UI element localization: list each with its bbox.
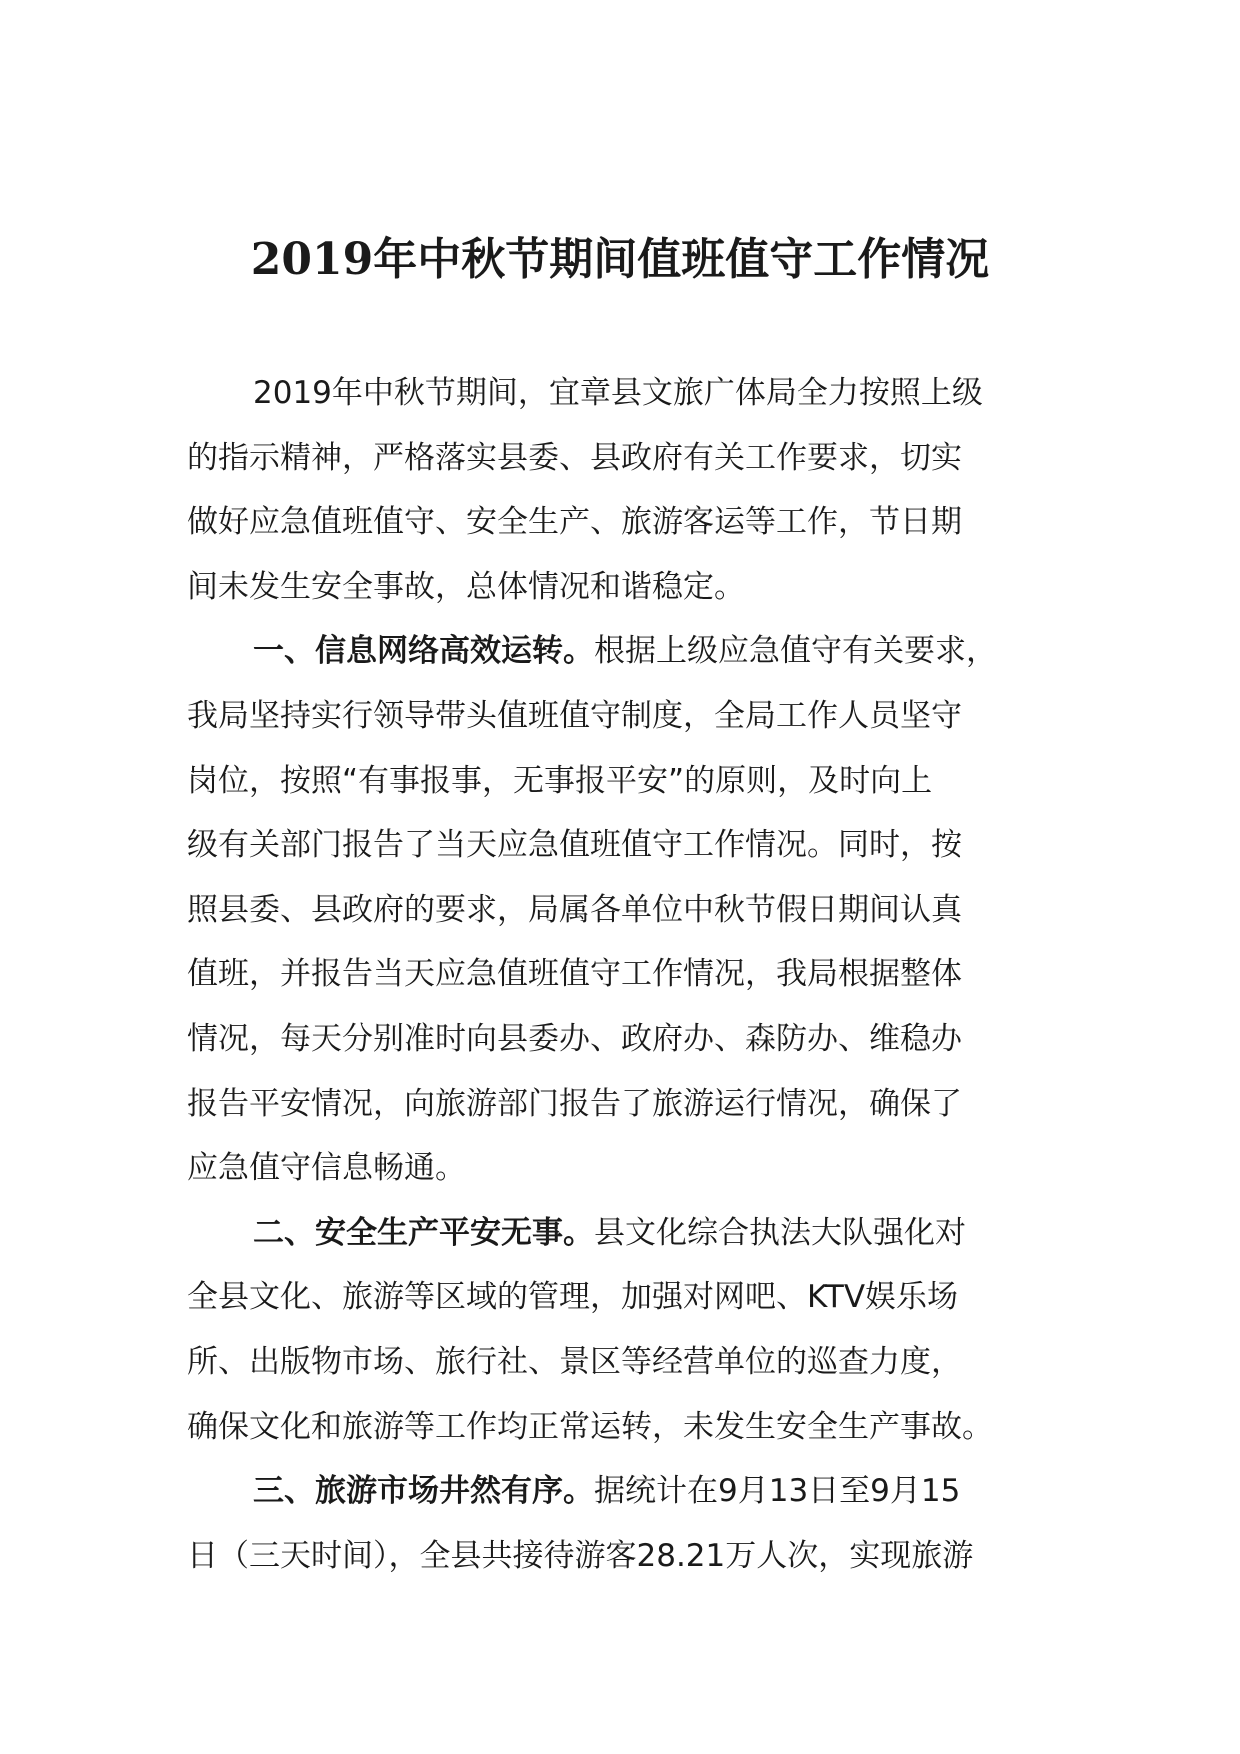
text-line: 情况，每天分别准时向县委办、政府办、森防办、维稳办 xyxy=(187,1020,962,1057)
section-heading: 一、信息网络高效运转。 xyxy=(253,633,594,670)
text-line xyxy=(187,619,1067,684)
text-line: 报告平安情况，向旅游部门报告了旅游运行情况，确保了 xyxy=(187,1085,962,1122)
section-text: 根据上级应急值守有关要求， xyxy=(594,633,997,670)
document-title: 2019年中秋节期间值班值守工作情况 xyxy=(250,234,990,285)
text-line: 应急值守信息畅通。 xyxy=(187,1150,466,1187)
text-line: 的指示精神，严格落实县委、县政府有关工作要求，切实 xyxy=(187,439,962,476)
text-line: 所、出版物市场、旅行社、景区等经营单位的巡查力度， xyxy=(187,1343,962,1380)
section-heading: 三、旅游市场井然有序。 xyxy=(253,1473,594,1510)
text-line: 级有关部门报告了当天应急值班值守工作情况。同时，按 xyxy=(187,827,962,864)
text-line: 间未发生安全事故，总体情况和谐稳定。 xyxy=(187,568,745,605)
text-line: 确保文化和旅游等工作均正常运转，未发生安全生产事故。 xyxy=(187,1408,993,1445)
text-line: 日（三天时间），全县共接待游客28.21万人次，实现旅游 xyxy=(187,1537,974,1574)
section-text: 县文化综合执法大队强化对 xyxy=(594,1214,966,1251)
text-line xyxy=(187,1459,1067,1524)
text-line: 岗位，按照“有事报事，无事报平安”的原则，及时向上 xyxy=(187,762,933,799)
text-line: 2019年中秋节期间，宜章县文旅广体局全力按照上级 xyxy=(253,375,983,411)
paragraph-intro xyxy=(187,361,1067,619)
text-line: 照县委、县政府的要求，局属各单位中秋节假日期间认真 xyxy=(187,891,962,928)
text-line: 全县文化、旅游等区域的管理，加强对网吧、KTV娱乐场 xyxy=(187,1279,959,1316)
text-line xyxy=(187,1201,1067,1266)
text-line: 值班，并报告当天应急值班值守工作情况，我局根据整体 xyxy=(187,956,962,993)
section-heading: 二、安全生产平安无事。 xyxy=(253,1214,594,1251)
paragraph-section-2 xyxy=(187,1201,1067,1459)
paragraph-section-1 xyxy=(187,619,1067,1200)
text-line: 我局坚持实行领导带头值班值守制度，全局工作人员坚守 xyxy=(187,697,962,734)
paragraph-section-3 xyxy=(187,1459,1067,1588)
text-line: 做好应急值班值守、安全生产、旅游客运等工作，节日期 xyxy=(187,504,962,541)
document-body xyxy=(187,361,1067,1588)
section-text: 据统计在9月13日至9月15 xyxy=(594,1473,961,1510)
